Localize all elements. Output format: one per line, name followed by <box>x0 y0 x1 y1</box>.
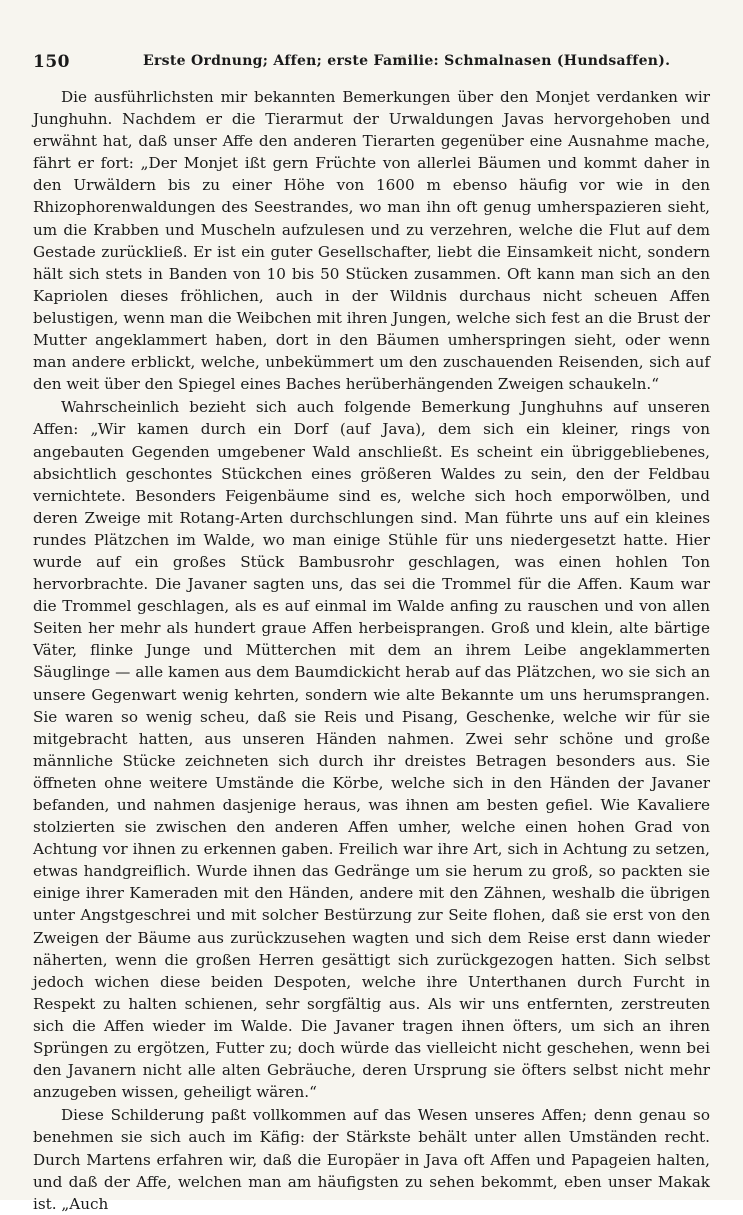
paragraph-monjet-observations: Die ausführlichsten mir bekannten Bemerkungen über den Monjet verdanken wir Junghuhn. Nachdem er die Tierarmut der Urwaldungen Javas hervorgehoben und erwähnt hat, daß unser Affe den anderen Tierarten gegenüber eine Ausnahme mache, fährt er fort: „Der Monjet ißt gern Früchte von allerlei Bäumen und kommt daher in den Urwäldern bis zu einer Höhe von 1600 m ebenso häufig vor wie in den Rhizophorenwaldungen des Seestrandes, wo man ihn oft genug umherspazieren sieht, um die Krabben und Muscheln aufzulesen und zu verzehren, welche die Flut auf dem Gestade zurückließ. Er ist ein guter Gesellschafter, liebt die Einsamkeit nicht, sondern hält sich stets in Banden von 10 bis 50 Stücken zusammen. Oft kann man sich an den Kapriolen dieses fröhlichen, auch in der Wildnis durchaus nicht scheuen Affen belustigen, wenn man die Weibchen mit ihren Jungen, welche sich fest an die Brust der Mutter angeklammert haben, dort in den Bäumen umherspringen sieht, oder wenn man andere erblickt, welche, unbekümmert um den zuschauenden Reisenden, sich auf den weit über den Spiegel eines Baches herüberhängenden Zweigen schaukeln.“ <box>33 88 710 394</box>
paragraph-junghuhn-quote: Wahrscheinlich bezieht sich auch folgende Bemerkung Junghuhns auf unseren Affen: „Wir kamen durch ein Dorf (auf Java), dem sich ein kleiner, rings von angebauten Gegenden umgebener Wald anschließt. Es scheint ein übriggebliebenes, absichtlich geschontes Stückchen eines größeren Waldes zu sein, den der Feldbau vernichtete. Besonders Feigenbäume sind es, welche sich hoch emporwölben, und deren Zweige mit Rotang-Arten durchschlungen sind. Man führte uns auf ein kleines rundes Plätzchen im Walde, wo man einige Stühle für uns niedergesetzt hatte. Hier wurde auf ein großes Stück Bambusrohr geschlagen, was einen hohlen Ton hervorbrachte. Die Javaner sagten uns, das sei die Trommel für die Affen. Kaum war die Trommel geschlagen, als es auf einmal im Walde anfing zu rauschen und von allen Seiten her mehr als hundert graue Affen herbeisprangen. Groß und klein, alte bärtige Väter, flinke Junge und Mütterchen mit dem an ihrem Leibe angeklammerten Säuglinge — alle kamen aus dem Baumdickicht herab auf das Plätzchen, wo sie sich an unsere Gegenwart wenig kehrten, sondern wie alte Bekannte um uns herumsprangen. Sie waren so wenig scheu, daß sie Reis und Pisang, Geschenke, welche wir für sie mitgebracht hatten, aus unseren Händen nahmen. Zwei sehr schöne und große männliche Stücke zeichneten sich durch ihr dreistes Betragen besonders aus. Sie öffneten ohne weitere Umstände die Körbe, welche sich in den Händen der Javaner befanden, und nahmen dasjenige heraus, was ihnen am besten gefiel. Wie Kavaliere stolzierten sie zwischen den anderen Affen umher, welche einen hohen Grad von Achtung vor ihnen zu erkennen gaben. Freilich war ihre Art, sich in Achtung zu setzen, etwas handgreiflich. Wurde ihnen das Gedränge um sie herum zu groß, so packten sie einige ihrer Kameraden mit den Händen, andere mit den Zähnen, weshalb die übrigen unter Angstgeschrei und mit solcher Bestürzung zur Seite flohen, daß sie erst von den Zweigen der Bäume aus zurückzusehen wagten und sich dem Reise erst dann wieder näherten, wenn die großen Herren gesättigt sich zurückgezogen hatten. Sich selbst jedoch wichen diese beiden Despoten, welche ihre Unterthanen durch Furcht in Respekt zu halten schienen, sehr sorgfältig aus. Als wir uns entfernten, zerstreuten sich die Affen wieder im Walde. Die Javaner tragen ihnen öfters, um sich an ihren Sprüngen zu ergötzen, Futter zu; doch würde das vielleicht nicht geschehen, wenn bei den Javanern nicht alle alten Gebräuche, deren Ursprung sie öfters selbst nicht mehr anzugeben wissen, geheiligt wären.“ <box>33 398 710 1102</box>
running-head-title: Erste Ordnung; Affen; erste Familie: Schmalnasen (Hundsaffen). <box>143 53 671 69</box>
running-head <box>33 52 703 74</box>
body-text <box>33 86 710 1215</box>
paragraph-cage-behaviour: Diese Schilderung paßt vollkommen auf das Wesen unseres Affen; denn genau so benehmen sie sich auch im Käfig: der Stärkste behält unter allen Umständen recht. Durch Martens erfahren wir, daß die Europäer in Java oft Affen und Papageien halten, und daß der Affe, welchen man am häufigsten zu sehen bekommt, eben unser Makak ist. „Auch <box>33 1106 710 1213</box>
page-number: 150 <box>33 52 70 72</box>
